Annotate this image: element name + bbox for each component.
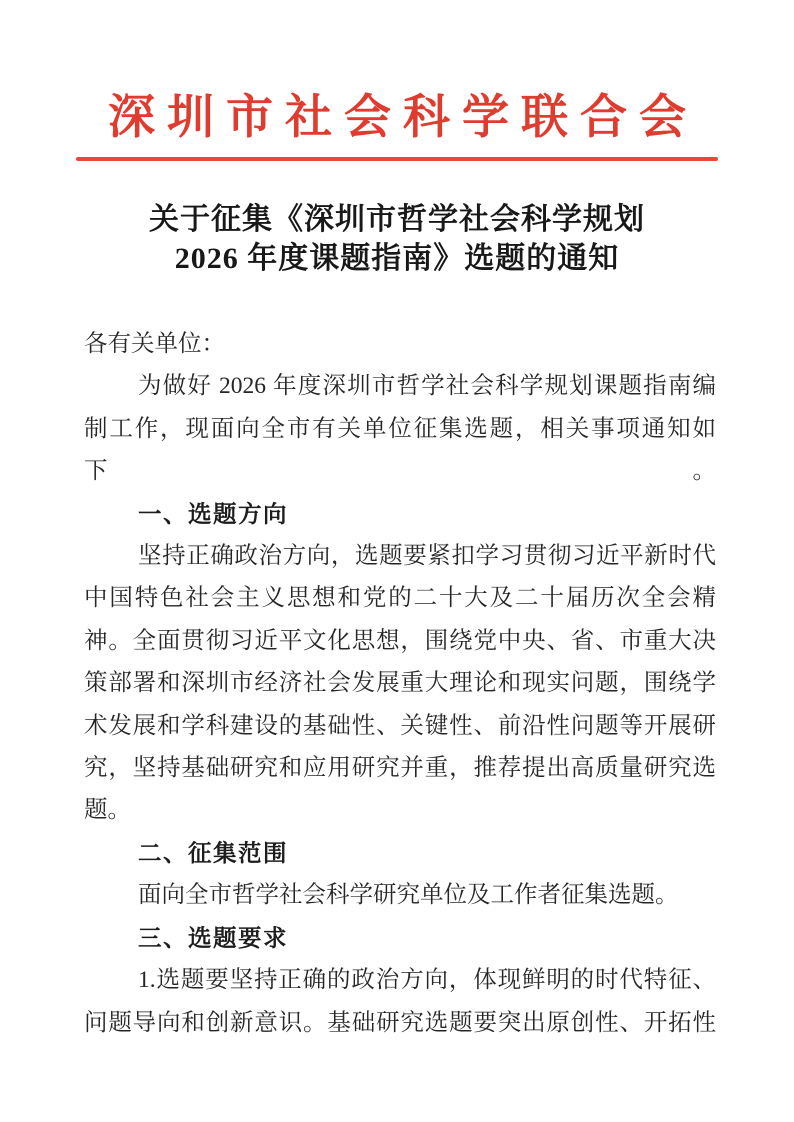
doc-line: 究，坚持基础研究和应用研究并重，推荐提出高质量研究选 xyxy=(84,755,716,782)
doc-line: 题。 xyxy=(84,797,131,824)
doc-line: 1.选题要坚持正确的政治方向，体现鲜明的时代特征、 xyxy=(138,967,716,994)
section-heading: 二、征集范围 xyxy=(138,839,288,866)
doc-title xyxy=(0,200,794,278)
doc-line: 各有关单位： xyxy=(84,331,225,357)
org-name: 深圳市社会科学联合会 xyxy=(108,92,698,144)
doc-body xyxy=(84,323,716,1044)
doc-line: 坚持正确政治方向，选题要紧扣学习贯彻习近平新时代 xyxy=(138,543,716,570)
doc-line: 神。全面贯彻习近平文化思想，围绕党中央、省、市重大决 xyxy=(84,627,716,654)
doc-title-line-1: 关于征集《深圳市哲学社会科学规划 xyxy=(149,203,645,236)
section-heading: 三、选题要求 xyxy=(138,924,288,951)
doc-line: 策部署和深圳市经济社会发展重大理论和现实问题，围绕学 xyxy=(84,670,716,697)
doc-line: 问题导向和创新意识。基础研究选题要突出原创性、开拓性 xyxy=(84,1009,716,1036)
doc-line: 中国特色社会主义思想和党的二十大及二十届历次全会精 xyxy=(84,585,716,612)
section-heading: 一、选题方向 xyxy=(138,500,288,527)
doc-line: 术发展和学科建设的基础性、关键性、前沿性问题等开展研 xyxy=(84,712,716,739)
letterhead xyxy=(0,0,794,170)
doc-line: 面向全市哲学社会科学研究单位及工作者征集选题。 xyxy=(138,882,679,909)
doc-line: 制工作，现面向全市有关单位征集选题，相关事项通知如下。 xyxy=(84,415,716,485)
doc-title-line-2: 2026 年度课题指南》选题的通知 xyxy=(174,242,620,275)
doc-line: 为做好 2026 年度深圳市哲学社会科学规划课题指南编 xyxy=(138,373,716,400)
letterhead-rule xyxy=(76,157,718,161)
